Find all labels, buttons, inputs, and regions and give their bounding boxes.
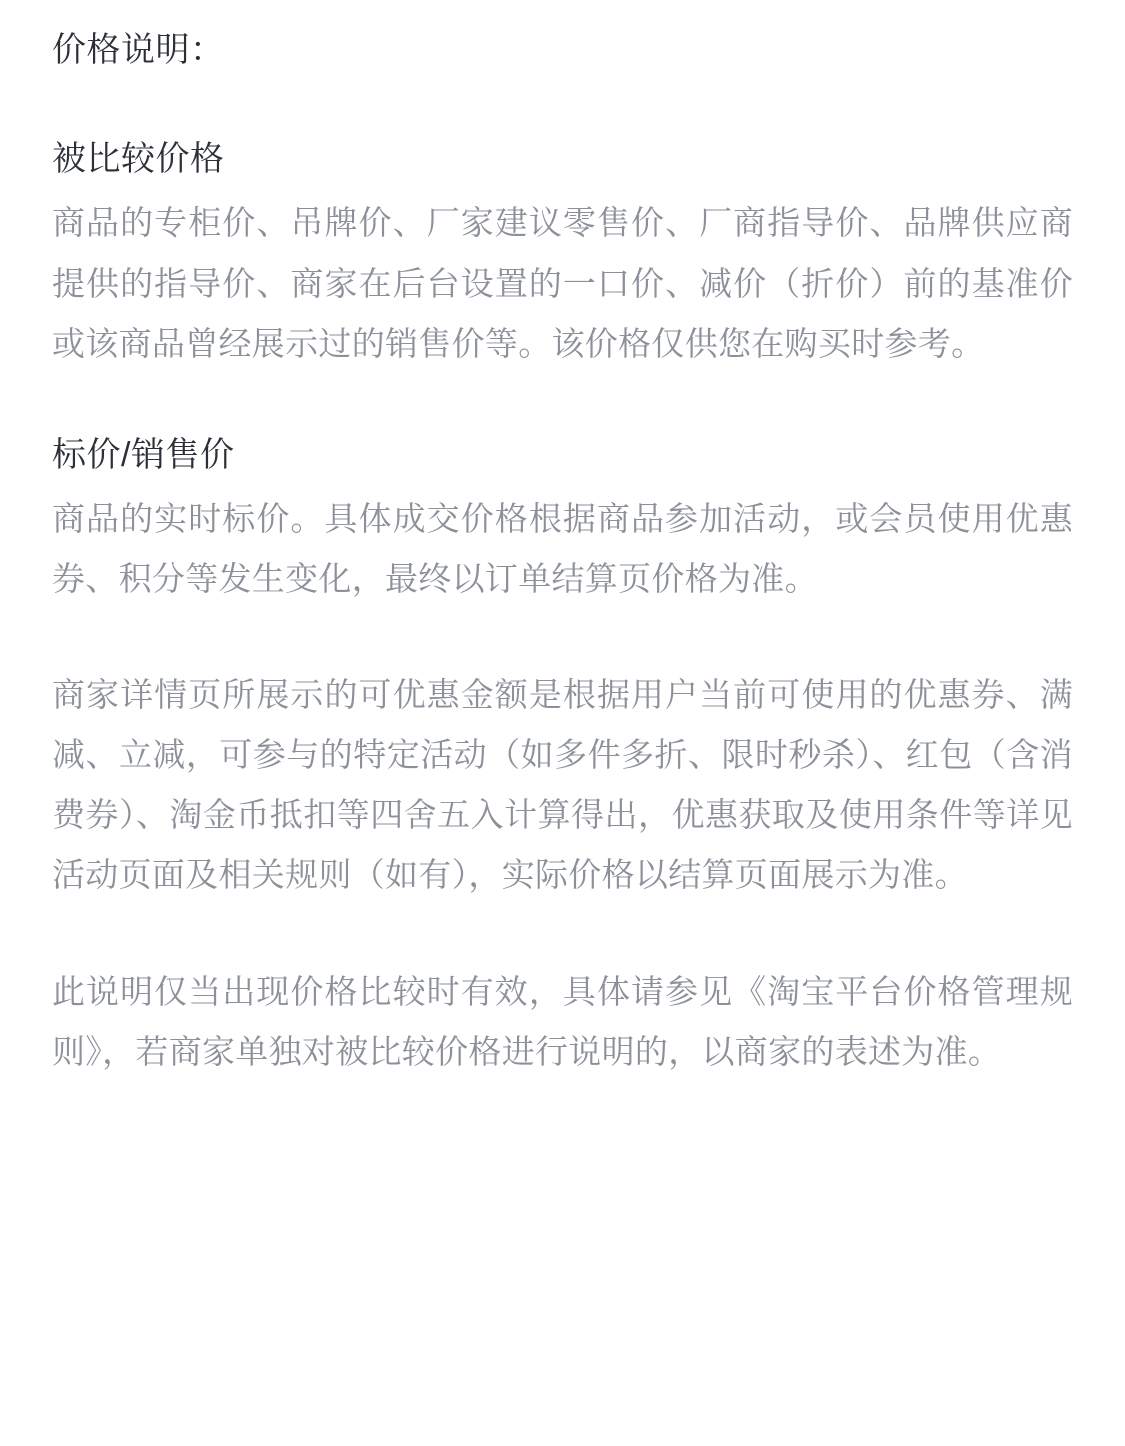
section-paragraph-list-sale-price-3: 此说明仅当出现价格比较时有效，具体请参见《淘宝平台价格管理规则》，若商家单独对被比较价格进行说明的，以商家的表述为准。 [52, 972, 1073, 1070]
section-paragraph-compared-price-1: 商品的专柜价、吊牌价、厂家建议零售价、厂商指导价、品牌供应商提供的指导价、商家在后台设置的一口价、减价（折价）前的基准价或该商品曾经展示过的销售价等。该价格仅供您在购买时参考。 [52, 204, 1073, 362]
section-heading-list-sale-price: 标价/销售价 [52, 435, 235, 474]
section-list-sale-price [52, 432, 1073, 1082]
section-paragraph-list-sale-price-2: 商家详情页所展示的可优惠金额是根据用户当前可使用的优惠券、满减、立减，可参与的特定活动（如多件多折、限时秒杀）、红包（含消费券）、淘金币抵扣等四舍五入计算得出，优惠获取及使用条件等详见活动页面及相关规则（如有），实际价格以结算页面展示为准。 [52, 676, 1073, 894]
section-compared-price [52, 136, 1073, 374]
section-heading-compared-price: 被比较价格 [52, 139, 225, 178]
page-title: 价格说明： [52, 31, 225, 69]
section-paragraph-list-sale-price-1: 商品的实时标价。具体成交价格根据商品参加活动，或会员使用优惠券、积分等发生变化，最终以订单结算页价格为准。 [52, 500, 1073, 598]
